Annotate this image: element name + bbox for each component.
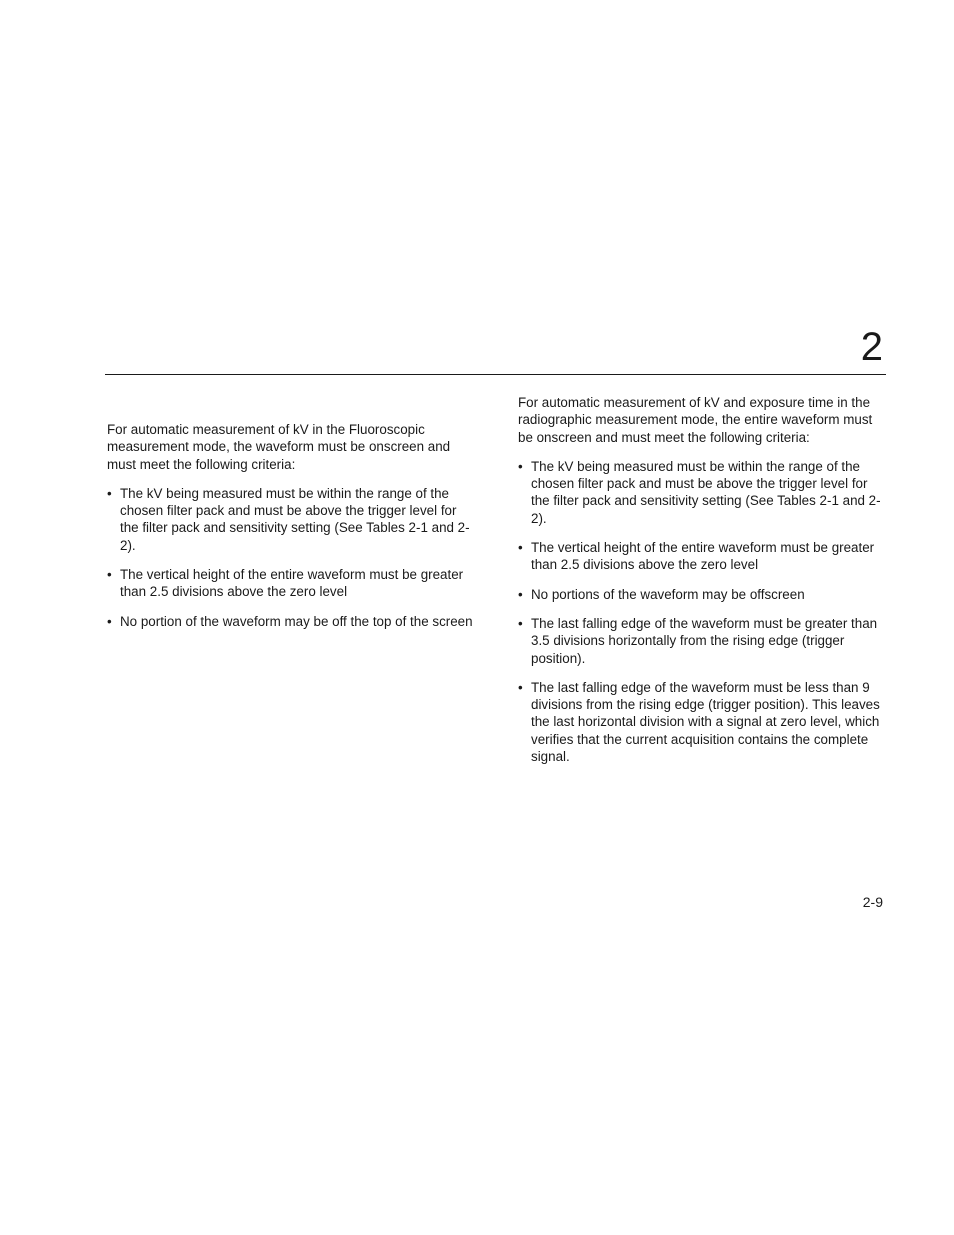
bullet-icon: • [518, 679, 523, 695]
right-column [518, 394, 884, 777]
left-criteria-list [107, 485, 473, 630]
list-item-text: The kV being measured must be within the range of the chosen filter pack and must be above the trigger level for the filter pack and sensitivity setting (See Tables 2-1 and 2-2). [120, 485, 470, 553]
list-item-text: No portions of the waveform may be offscreen [531, 586, 805, 602]
bullet-icon: • [107, 485, 112, 501]
bullet-icon: • [107, 567, 112, 583]
list-item-text: No portion of the waveform may be off the top of the screen [120, 613, 473, 629]
list-item [518, 679, 884, 765]
list-item-text: The last falling edge of the waveform must be greater than 3.5 divisions horizontally from the rising edge (trigger position). [531, 615, 878, 666]
bullet-icon: • [518, 586, 523, 602]
page-number: 2-9 [862, 894, 883, 910]
list-item-text: The vertical height of the entire waveform must be greater than 2.5 divisions above the zero level [531, 540, 875, 573]
header-rule [105, 374, 886, 375]
list-item [518, 458, 884, 527]
list-item [518, 586, 884, 603]
bullet-icon: • [518, 615, 523, 631]
bullet-icon: • [518, 540, 523, 556]
list-item [518, 615, 884, 667]
right-intro-paragraph: For automatic measurement of kV and exposure time in the radiographic measurement mode, the entire waveform must be onscreen and must meet the following criteria: [518, 395, 873, 445]
list-item-text: The kV being measured must be within the range of the chosen filter pack and must be above the trigger level for the filter pack and sensitivity setting (See Tables 2-1 and 2-2). [531, 458, 881, 526]
list-item-text: The last falling edge of the waveform must be less than 9 divisions from the rising edge (trigger position). This leaves the last horizontal division with a signal at zero level, which verifies that the current acquisition contains the complete signal. [531, 679, 880, 765]
list-item [107, 613, 473, 630]
chapter-number: 2 [860, 325, 883, 369]
left-intro-paragraph: For automatic measurement of kV in the Fluoroscopic measurement mode, the waveform must be onscreen and must meet the following criteria: [107, 422, 451, 472]
bullet-icon: • [518, 458, 523, 474]
list-item-text: The vertical height of the entire waveform must be greater than 2.5 divisions above the zero level [120, 567, 464, 600]
list-item [107, 485, 473, 554]
right-criteria-list [518, 458, 884, 765]
list-item [107, 566, 473, 601]
list-item [518, 539, 884, 574]
bullet-icon: • [107, 613, 112, 629]
left-column [107, 421, 473, 642]
